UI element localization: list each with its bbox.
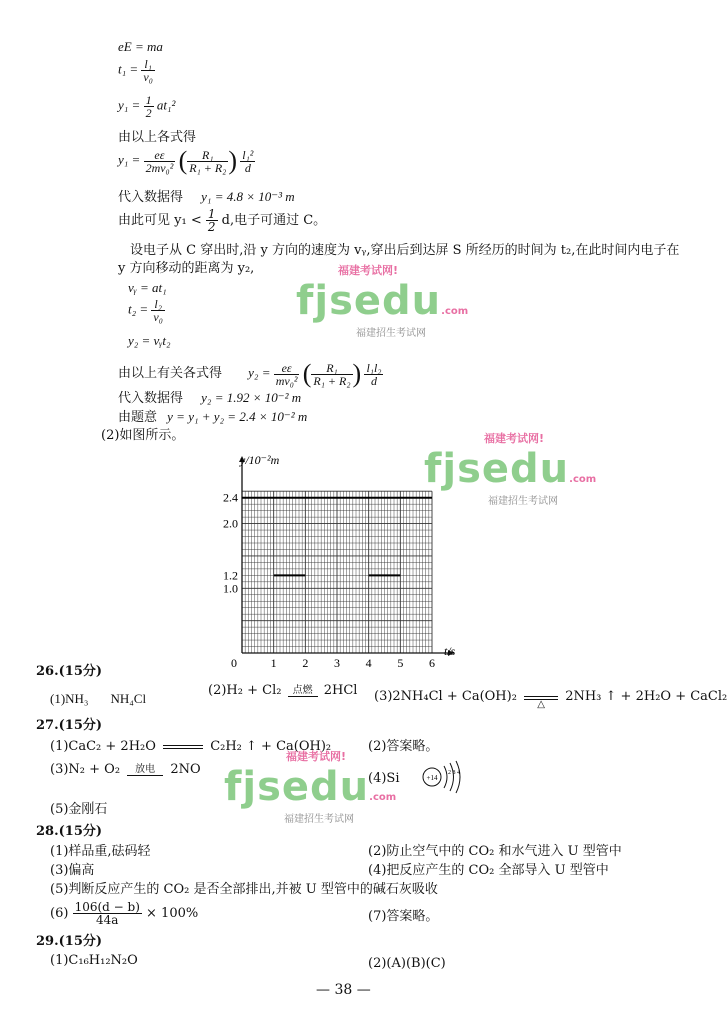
eq-vy: vᵧ = at₁ xyxy=(128,280,167,295)
chart-grid xyxy=(239,456,454,656)
q28-heading: 28.(15分) xyxy=(36,824,103,839)
q28-answer-1: (1)样品重,砝码轻 xyxy=(50,844,151,859)
text-from-related: 由以上有关各式得 y₂ = $\frac{e\varepsilon}{\text{mv₀²}}$ ( $\frac{\text{R₁}}{\text{R₁ + R₂}}$ ) $\frac{\text{l₁l₂}}{d}$ xyxy=(118,359,382,388)
watermark-1: 福建考试网! fjsedu.com 福建招生考试网 xyxy=(296,264,469,339)
q28-answer-7: (7)答案略。 xyxy=(368,909,439,924)
q28-answer-3: (3)偏高 xyxy=(50,863,95,878)
x-tick-label: 4 xyxy=(365,656,372,670)
text-para-2: y 方向移动的距离为 y₂, xyxy=(118,261,255,276)
q28-answer-5: (5)判断反应产生的 CO₂ 是否全部排出,并被 U 型管中的碱石灰吸收 xyxy=(50,882,438,897)
q29-heading: 29.(15分) xyxy=(36,934,103,949)
y-tick-label: 2.4 xyxy=(223,490,238,505)
x-tick-label: 6 xyxy=(429,656,435,670)
eq-t2: t₂ = $\frac{\text{l₂}}{\text{v₀}}$ xyxy=(128,297,163,324)
y-tick-label: 2.0 xyxy=(223,516,238,531)
q28-answer-4: (4)把反应产生的 CO₂ 全部导入 U 型管中 xyxy=(368,863,609,878)
q28-answer-2: (2)防止空气中的 CO₂ 和水气进入 U 型管中 xyxy=(368,844,622,859)
text-para-1: 设电子从 C 穿出时,沿 y 方向的速度为 vᵧ,穿出后到达屏 S 所经历的时间为 t₂,在此时间内电子在 xyxy=(130,243,680,258)
text-subst-1: 代入数据得 y₁ = 4.8 × 10⁻³ m xyxy=(118,189,295,205)
x-tick-label: 0 xyxy=(231,656,237,670)
y-axis-label: y/10⁻²m xyxy=(240,453,280,467)
q29-answer-1: (1)C₁₆H₁₂N₂O xyxy=(50,953,138,968)
y-tick-label: 1.0 xyxy=(223,581,238,596)
text-subst-2: 代入数据得 y₂ = 1.92 × 10⁻² m xyxy=(118,390,302,406)
eq-t1: t₁ = $\frac{\text{l₁}}{\text{v₀}}$ xyxy=(118,57,153,84)
text-conclusion: 由此可见 y₁ < $\frac{1}{2}$ d,电子可通过 C。 xyxy=(118,207,327,234)
x-tick-label: 5 xyxy=(397,656,404,670)
page-number: — 38 — xyxy=(316,982,371,998)
q27-answer-3: (3)N₂ + O₂ 放电 2NO xyxy=(50,762,201,777)
watermark-3: 福建考试网! fjsedu.com 福建招生考试网 xyxy=(224,750,397,825)
eq-y2-kinematic: y₂ = vᵧt₂ xyxy=(128,333,171,348)
x-tick-label: 3 xyxy=(334,656,340,670)
q29-answer-2: (2)(A)(B)(C) xyxy=(368,956,446,971)
q27-answer-1: (1)CaC₂ + 2H₂O C₂H₂ ↑ + Ca(OH)₂ xyxy=(50,739,332,754)
silicon-atom-structure-diagram xyxy=(420,760,466,794)
eq-y1-kinematic: y₁ = $\frac{1}{2}$ at₁² xyxy=(118,93,176,120)
q26-answer-1: (1)NH₃ NH₄Cl xyxy=(50,691,147,706)
q26-answer-3: (3)2NH₄Cl + Ca(OH)₂ △ 2NH₃ ↑ + 2H₂O + CaCl₂ xyxy=(374,689,727,710)
text-part-2: (2)如图所示。 xyxy=(101,428,185,443)
q26-heading: 26.(15分) xyxy=(36,664,103,679)
x-tick-label: 2 xyxy=(302,656,309,670)
eq-y1-formula: y₁ = $\frac{e\varepsilon}{\text{2mv₀²}}$ ( $\frac{\text{R₁}}{\text{R₁ + R₂}}$ ) $\frac{\text{l₁²}}{d}$ xyxy=(118,146,254,175)
atom-nucleus-label: +14 xyxy=(426,774,438,782)
q27-answer-4: (4)Si xyxy=(368,771,400,786)
watermark-2: 福建考试网! fjsedu.com 福建招生考试网 xyxy=(424,432,597,507)
q27-answer-5: (5)金刚石 xyxy=(50,802,108,817)
x-axis-label: t/s xyxy=(444,644,456,658)
text-from-above: 由以上各式得 xyxy=(118,130,197,145)
q28-answer-6: (6) $\frac{106(d - b)}{44a}$ × 100% xyxy=(50,900,199,927)
x-tick-label: 1 xyxy=(270,656,277,670)
q27-heading: 27.(15分) xyxy=(36,718,103,733)
eq-force: eE = ma xyxy=(118,39,163,54)
text-by-problem: 由题意 y = y₁ + y₂ = 2.4 × 10⁻² m xyxy=(118,409,308,425)
y-tick-label: 1.2 xyxy=(223,568,238,583)
atom-shells-label: 2 8 4 xyxy=(448,770,460,776)
q27-answer-2: (2)答案略。 xyxy=(368,739,439,754)
q26-answer-2: (2)H₂ + Cl₂ 点燃 2HCl xyxy=(208,683,358,698)
